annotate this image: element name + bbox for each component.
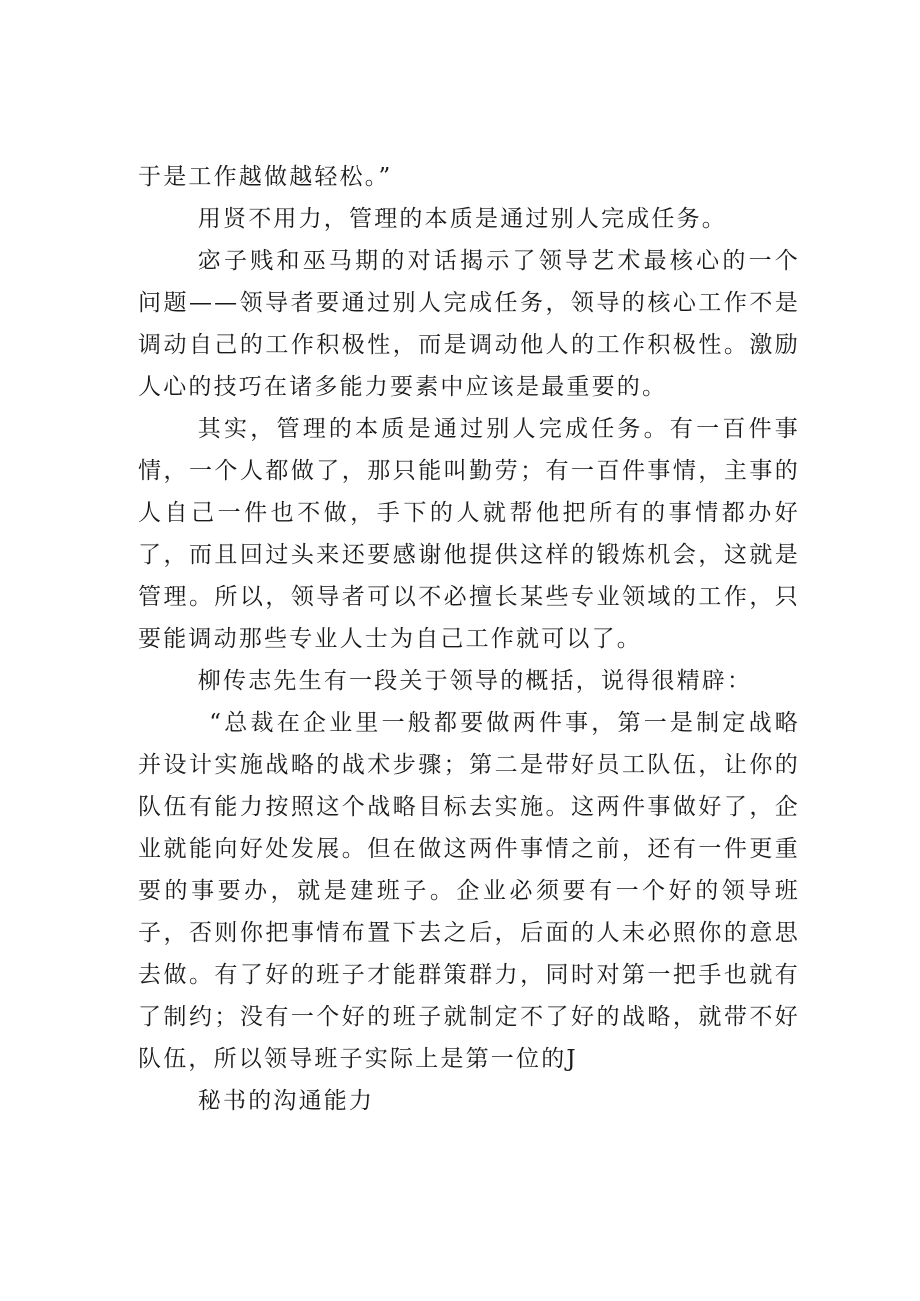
- paragraph-management-essence: 其实，管理的本质是通过别人完成任务。有一百件事情，一个人都做了，那只能叫勤劳；有一百件事情，主事的人自己一件也不做，手下的人就帮他把所有的事情都办好了，而且回过头来还要感谢他提供这样的锻炼机会，这就是管理。所以，领导者可以不必擅长某些专业领域的工作，只要能调动那些专业人士为自己工作就可以了。: [138, 416, 800, 652]
- paragraph-continuation: 于是工作越做越轻松。”: [138, 164, 393, 190]
- paragraph-quote: “总裁在企业里一般都要做两件事，第一是制定战略并设计实施战略的战术步骤；第二是带好员工队伍，让你的队伍有能力按照这个战略目标去实施。这两件事做好了，企业就能向好处发展。但在做这两件事情之前，还有一件更重要的事要办，就是建班子。企业必须要有一个好的领导班子，否则你把事情布置下去之后，后面的人未必照你的意思去做。有了好的班子才能群策群力，同时对第一把手也就有了制约；没有一个好的班子就制定不了好的战略，就带不好队伍，所以领导班子实际上是第一位的J: [138, 710, 800, 1072]
- paragraph-heading-use-talent: 用贤不用力，管理的本质是通过别人完成任务。: [197, 206, 727, 232]
- document-body: [138, 156, 800, 1122]
- paragraph-liu-intro: 柳传志先生有一段关于领导的概括，说得很精辟：: [197, 668, 753, 694]
- section-heading-communication: 秘书的沟通能力: [197, 1088, 375, 1114]
- paragraph-dialogue: 宓子贱和巫马期的对话揭示了领导艺术最核心的一个问题——领导者要通过别人完成任务，领导的核心工作不是调动自己的工作积极性，而是调动他人的工作积极性。激励人心的技巧在诸多能力要素中应该是最重要的。: [138, 248, 800, 400]
